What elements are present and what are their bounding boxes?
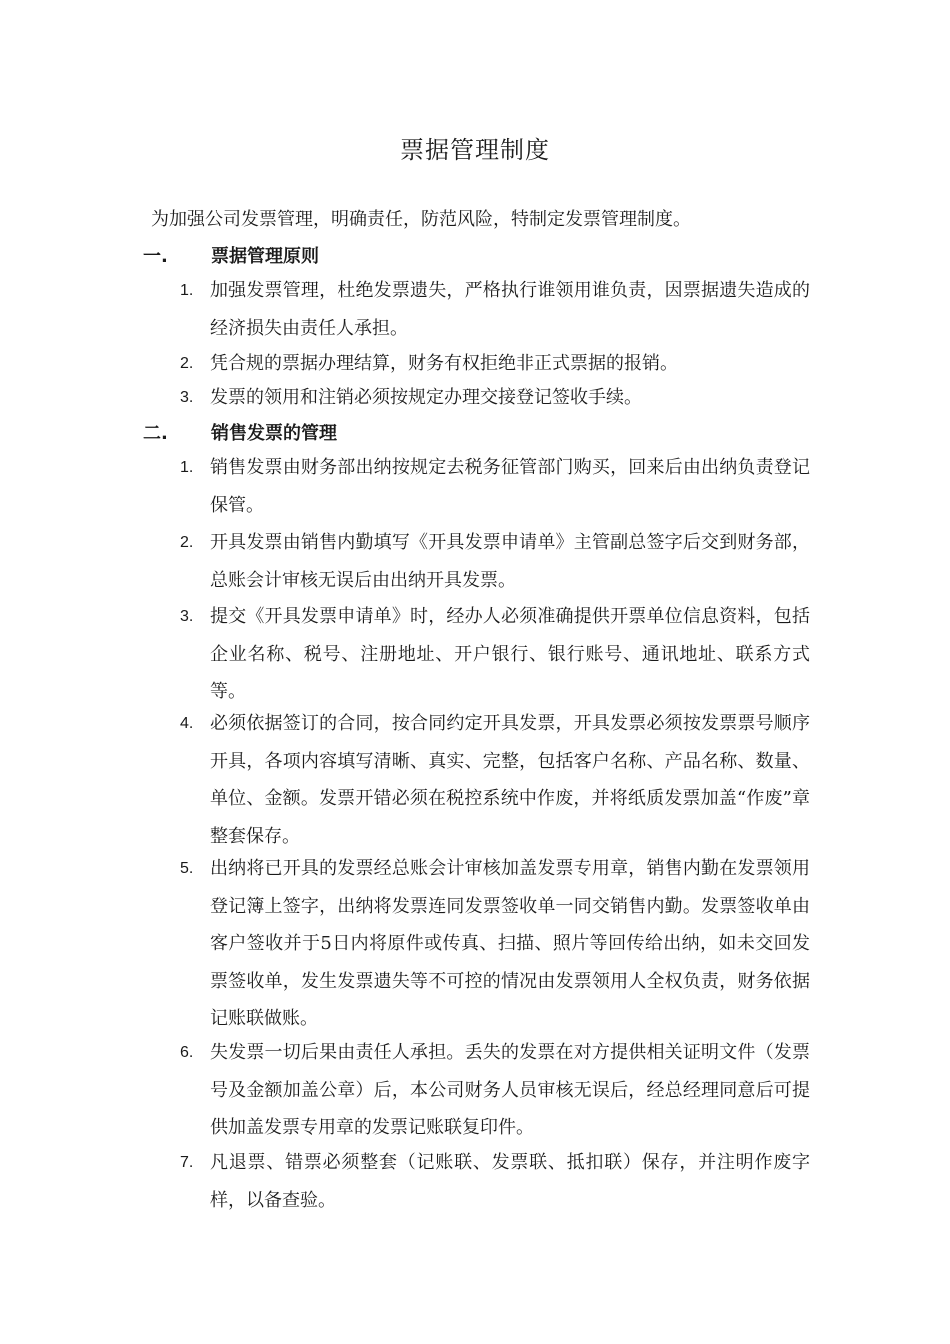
list-item-number: 2. bbox=[180, 355, 194, 372]
list-item-text: 凡退票、错票必须整套（记账联、发票联、抵扣联）保存，并注明作废字样，以备查验。 bbox=[210, 1152, 810, 1211]
list-item bbox=[180, 1144, 810, 1219]
list-item-text: 加强发票管理，杜绝发票遗失，严格执行谁领用谁负责，因票据遗失造成的经济损失由责任人承担。 bbox=[210, 280, 810, 339]
section-heading-1 bbox=[143, 242, 319, 272]
list-item bbox=[180, 524, 810, 599]
list-item-text: 凭合规的票据办理结算，财务有权拒绝非正式票据的报销。 bbox=[210, 353, 678, 374]
list-item bbox=[180, 345, 810, 383]
list-item-number: 2. bbox=[180, 534, 194, 551]
list-item-number: 1. bbox=[180, 459, 194, 476]
section-number: 二. bbox=[143, 423, 168, 444]
list-item-number: 4. bbox=[180, 715, 194, 732]
list-item-text: 失发票一切后果由责任人承担。丢失的发票在对方提供相关证明文件（发票号及金额加盖公章）后，本公司财务人员审核无误后，经总经理同意后可提供加盖发票专用章的发票记账联复印件。 bbox=[210, 1042, 810, 1138]
list-item bbox=[180, 379, 810, 417]
list-item-number: 5. bbox=[180, 860, 194, 877]
list-item bbox=[180, 1034, 810, 1147]
section-title: 销售发票的管理 bbox=[211, 423, 337, 444]
list-item-number: 7. bbox=[180, 1154, 194, 1171]
section-heading-2 bbox=[143, 419, 337, 449]
list-item-text: 发票的领用和注销必须按规定办理交接登记签收手续。 bbox=[210, 387, 642, 408]
list-item bbox=[180, 272, 810, 347]
list-item-number: 3. bbox=[180, 608, 194, 625]
list-item bbox=[180, 598, 810, 711]
list-item bbox=[180, 850, 810, 1038]
list-item bbox=[180, 449, 810, 524]
list-item-text: 提交《开具发票申请单》时，经办人必须准确提供开票单位信息资料，包括企业名称、税号、注册地址、开户银行、银行账号、通讯地址、联系方式等。 bbox=[210, 606, 810, 702]
page-title: 票据管理制度 bbox=[400, 136, 550, 164]
list-item bbox=[180, 705, 810, 855]
list-item-text: 开具发票由销售内勤填写《开具发票申请单》主管副总签字后交到财务部，总账会计审核无误后由出纳开具发票。 bbox=[210, 532, 810, 591]
list-item-number: 1. bbox=[180, 282, 194, 299]
list-item-number: 6. bbox=[180, 1044, 194, 1061]
intro-paragraph: 为加强公司发票管理，明确责任，防范风险，特制定发票管理制度。 bbox=[151, 209, 691, 230]
list-item-text: 必须依据签订的合同，按合同约定开具发票，开具发票必须按发票票号顺序开具，各项内容填写清晰、真实、完整，包括客户名称、产品名称、数量、单位、金额。发票开错必须在税控系统中作废，并将纸质发票加盖“作废”章整套保存。 bbox=[210, 713, 810, 847]
section-number: 一. bbox=[143, 246, 168, 267]
section-title: 票据管理原则 bbox=[211, 246, 319, 267]
list-item-number: 3. bbox=[180, 389, 194, 406]
list-item-text: 出纳将已开具的发票经总账会计审核加盖发票专用章，销售内勤在发票领用登记簿上签字，出纳将发票连同发票签收单一同交销售内勤。发票签收单由客户签收并于5日内将原件或传真、扫描、照片等回传给出纳，如未交回发票签收单，发生发票遗失等不可控的情况由发票领用人全权负责，财务依据记账联做账。 bbox=[210, 858, 810, 1029]
list-item-text: 销售发票由财务部出纳按规定去税务征管部门购买，回来后由出纳负责登记保管。 bbox=[210, 457, 810, 516]
